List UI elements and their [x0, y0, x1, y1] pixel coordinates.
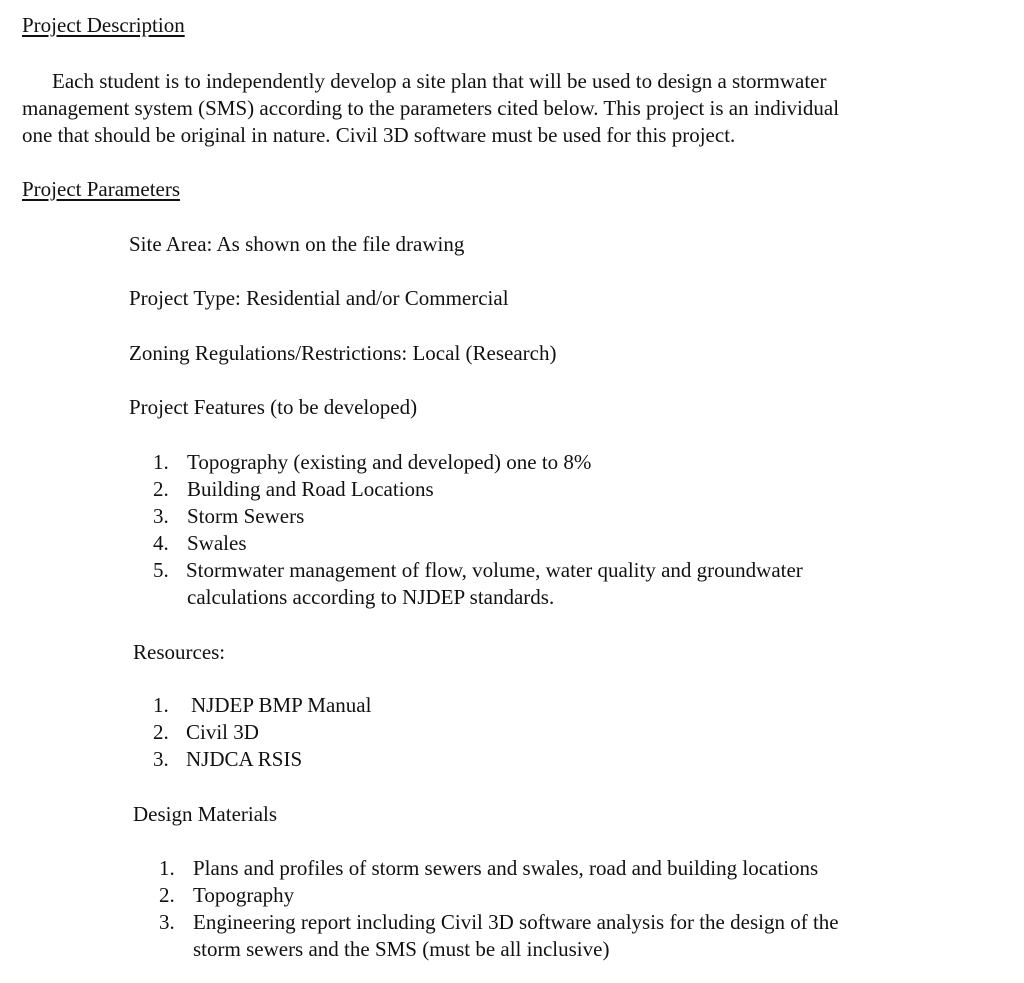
design-item-1 — [159, 855, 818, 882]
design-materials-title: Design Materials — [133, 802, 278, 826]
feature-number: 2. — [153, 477, 169, 501]
feature-text: Topography (existing and developed) one to 8% — [187, 450, 592, 474]
design-number: 1. — [159, 856, 175, 880]
design-text: Topography — [193, 883, 295, 907]
feature-number: 4. — [153, 531, 169, 555]
design-item-3-continued: storm sewers and the SMS (must be all inclusive) — [193, 937, 610, 961]
feature-item-1 — [153, 449, 591, 476]
resource-text: NJDEP BMP Manual — [191, 693, 372, 717]
project-description-heading: Project Description — [22, 13, 185, 37]
zoning-regulations: Zoning Regulations/Restrictions: Local (Research) — [129, 341, 557, 365]
description-line-3: one that should be original in nature. Civil 3D software must be used for this project. — [22, 123, 736, 147]
description-line-2: management system (SMS) according to the parameters cited below. This project is an individual — [22, 96, 840, 120]
resource-item-2 — [153, 719, 259, 746]
feature-item-5-continued: calculations according to NJDEP standards. — [187, 585, 555, 609]
site-area: Site Area: As shown on the file drawing — [129, 232, 465, 256]
feature-number: 1. — [153, 450, 169, 474]
project-parameters-heading: Project Parameters — [22, 177, 181, 201]
resource-item-3 — [153, 746, 302, 773]
feature-item-5 — [153, 557, 803, 584]
resource-item-1 — [153, 692, 371, 719]
feature-item-3 — [153, 503, 304, 530]
resource-number: 3. — [153, 747, 169, 771]
design-text: Engineering report including Civil 3D software analysis for the design of the — [193, 910, 839, 934]
design-text: Plans and profiles of storm sewers and swales, road and building locations — [193, 856, 819, 880]
feature-text: Building and Road Locations — [187, 477, 434, 501]
design-item-3 — [159, 909, 839, 936]
project-type: Project Type: Residential and/or Commercial — [129, 286, 509, 310]
resource-text: NJDCA RSIS — [186, 747, 303, 771]
design-number: 3. — [159, 910, 175, 934]
feature-text: Storm Sewers — [187, 504, 305, 528]
feature-number: 5. — [153, 558, 169, 582]
feature-text: Stormwater management of flow, volume, water quality and groundwater — [186, 558, 803, 582]
resources-title: Resources: — [133, 640, 226, 664]
resource-number: 1. — [153, 693, 169, 717]
feature-number: 3. — [153, 504, 169, 528]
feature-item-2 — [153, 476, 434, 503]
design-number: 2. — [159, 883, 175, 907]
feature-text: Swales — [187, 531, 247, 555]
feature-item-4 — [153, 530, 247, 557]
design-item-2 — [159, 882, 294, 909]
resource-number: 2. — [153, 720, 169, 744]
resource-text: Civil 3D — [186, 720, 259, 744]
project-features-title: Project Features (to be developed) — [129, 395, 418, 419]
description-line-1: Each student is to independently develop a site plan that will be used to design a stormwater — [52, 69, 827, 93]
